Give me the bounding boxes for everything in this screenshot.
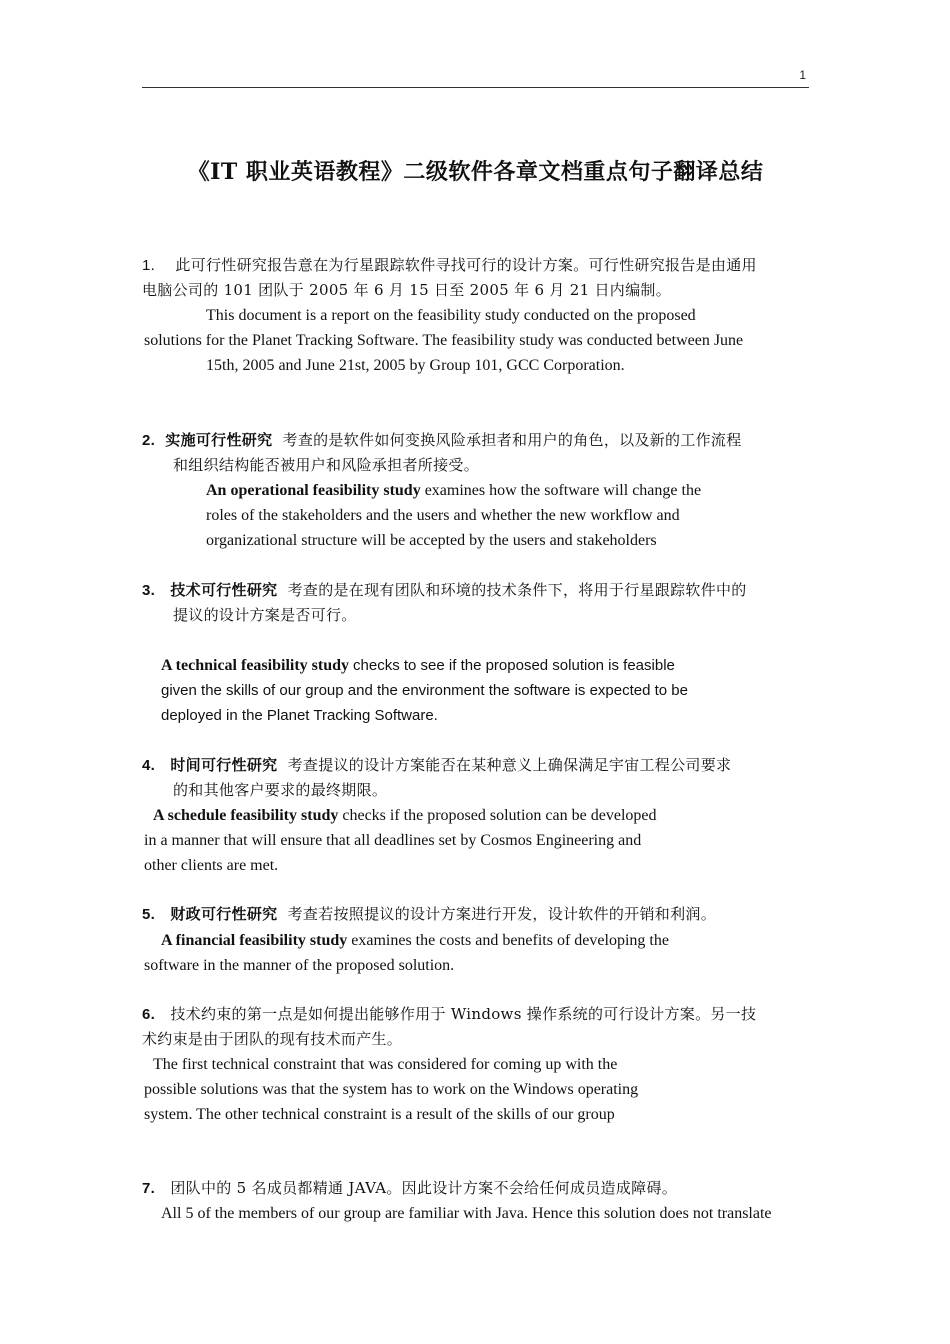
item-6-en-line-2: possible solutions was that the system has to work on the Windows operating [144, 1081, 639, 1098]
item-7-zh-line-1 [142, 1176, 677, 1201]
term-en: A technical feasibility study [161, 657, 350, 674]
item-5-en-line-2: software in the manner of the proposed solution. [144, 957, 455, 974]
item-number: 1. [142, 257, 156, 274]
item-5-zh-line-1 [142, 902, 716, 927]
item-6-zh-line-2: 术约束是由于团队的现有技术而产生。 [142, 1030, 403, 1048]
item-text-zh: 考查的是在现有团队和环境的技术条件下，将用于行星跟踪软件中的 [287, 581, 747, 599]
item-3-en-line-3: deployed in the Planet Tracking Software. [161, 707, 438, 724]
item-4-en-line-3: other clients are met. [144, 857, 279, 874]
item-3-zh-line-2: 提议的设计方案是否可行。 [173, 606, 357, 624]
item-4-en-line-1 [153, 803, 656, 828]
item-3-zh-line-1 [142, 578, 747, 603]
term-zh: 时间可行性研究 [170, 756, 278, 774]
item-6-zh-line-1 [142, 1002, 756, 1027]
item-4-zh-line-1 [142, 753, 731, 778]
item-number: 3. [142, 582, 156, 599]
item-text-zh: 团队中的 5 名成员都精通 JAVA。因此设计方案不会给任何成员造成障碍。 [170, 1179, 678, 1197]
item-6-en-line-1: The first technical constraint that was considered for coming up with the [153, 1056, 618, 1073]
item-6-en-line-3: system. The other technical constraint is a result of the skills of our group [144, 1106, 615, 1123]
item-3-en-line-2: given the skills of our group and the environment the software is expected to be [161, 682, 688, 699]
item-text-en: checks to see if the proposed solution is feasible [353, 657, 675, 674]
item-text-en: examines how the software will change the [424, 482, 702, 499]
document-title: 《IT 职业英语教程》二级软件各章文档重点句子翻译总结 [187, 159, 764, 185]
item-text-zh: 技术约束的第一点是如何提出能够作用于 Windows 操作系统的可行设计方案。另一技 [170, 1005, 757, 1023]
item-number: 6. [142, 1006, 156, 1023]
term-zh: 实施可行性研究 [165, 431, 273, 449]
item-5-en-line-1 [161, 928, 669, 953]
item-text-en: checks if the proposed solution can be developed [342, 807, 657, 824]
item-1-en-line-2: solutions for the Planet Tracking Software. The feasibility study was conducted between June [144, 332, 744, 349]
item-1-zh-line-2: 电脑公司的 101 团队于 2005 年 6 月 15 日至 2005 年 6 月 21 日内编制。 [142, 281, 671, 299]
term-en: An operational feasibility study [206, 482, 421, 499]
item-3-en-line-1 [161, 653, 675, 678]
term-en: A schedule feasibility study [153, 807, 339, 824]
item-1-en-line-1: This document is a report on the feasibility study conducted on the proposed [206, 307, 696, 324]
item-2-en-line-2: roles of the stakeholders and the users and whether the new workflow and [206, 507, 680, 524]
item-4-en-line-2: in a manner that will ensure that all deadlines set by Cosmos Engineering and [144, 832, 642, 849]
item-1-zh-line-1 [142, 253, 757, 278]
item-2-zh-line-1 [142, 428, 742, 453]
item-4-zh-line-2: 的和其他客户要求的最终期限。 [173, 781, 388, 799]
item-2-zh-line-2: 和组织结构能否被用户和风险承担者所接受。 [173, 456, 480, 474]
item-number: 5. [142, 906, 156, 923]
term-zh: 技术可行性研究 [170, 581, 278, 599]
item-number: 7. [142, 1180, 156, 1197]
header-rule [142, 87, 809, 88]
item-text-zh: 此可行性研究报告意在为行星跟踪软件寻找可行的设计方案。可行性研究报告是由通用 [175, 256, 757, 274]
item-text-zh: 考查的是软件如何变换风险承担者和用户的角色，以及新的工作流程 [282, 431, 742, 449]
term-zh: 财政可行性研究 [170, 905, 278, 923]
item-2-en-line-1 [206, 478, 701, 503]
item-1-en-line-3: 15th, 2005 and June 21st, 2005 by Group 101, GCC Corporation. [206, 357, 625, 374]
item-number: 4. [142, 757, 156, 774]
item-2-en-line-3: organizational structure will be accepted by the users and stakeholders [206, 532, 657, 549]
item-7-en-line-1: All 5 of the members of our group are familiar with Java. Hence this solution does not translate [161, 1205, 772, 1222]
item-number: 2. [142, 432, 156, 449]
item-text-en: examines the costs and benefits of developing the [351, 932, 669, 949]
item-text-zh: 考查提议的设计方案能否在某种意义上确保满足宇宙工程公司要求 [287, 756, 732, 774]
item-text-zh: 考查若按照提议的设计方案进行开发，设计软件的开销和利润。 [287, 905, 716, 923]
page-number: 1 [799, 68, 806, 82]
term-en: A financial feasibility study [161, 932, 348, 949]
